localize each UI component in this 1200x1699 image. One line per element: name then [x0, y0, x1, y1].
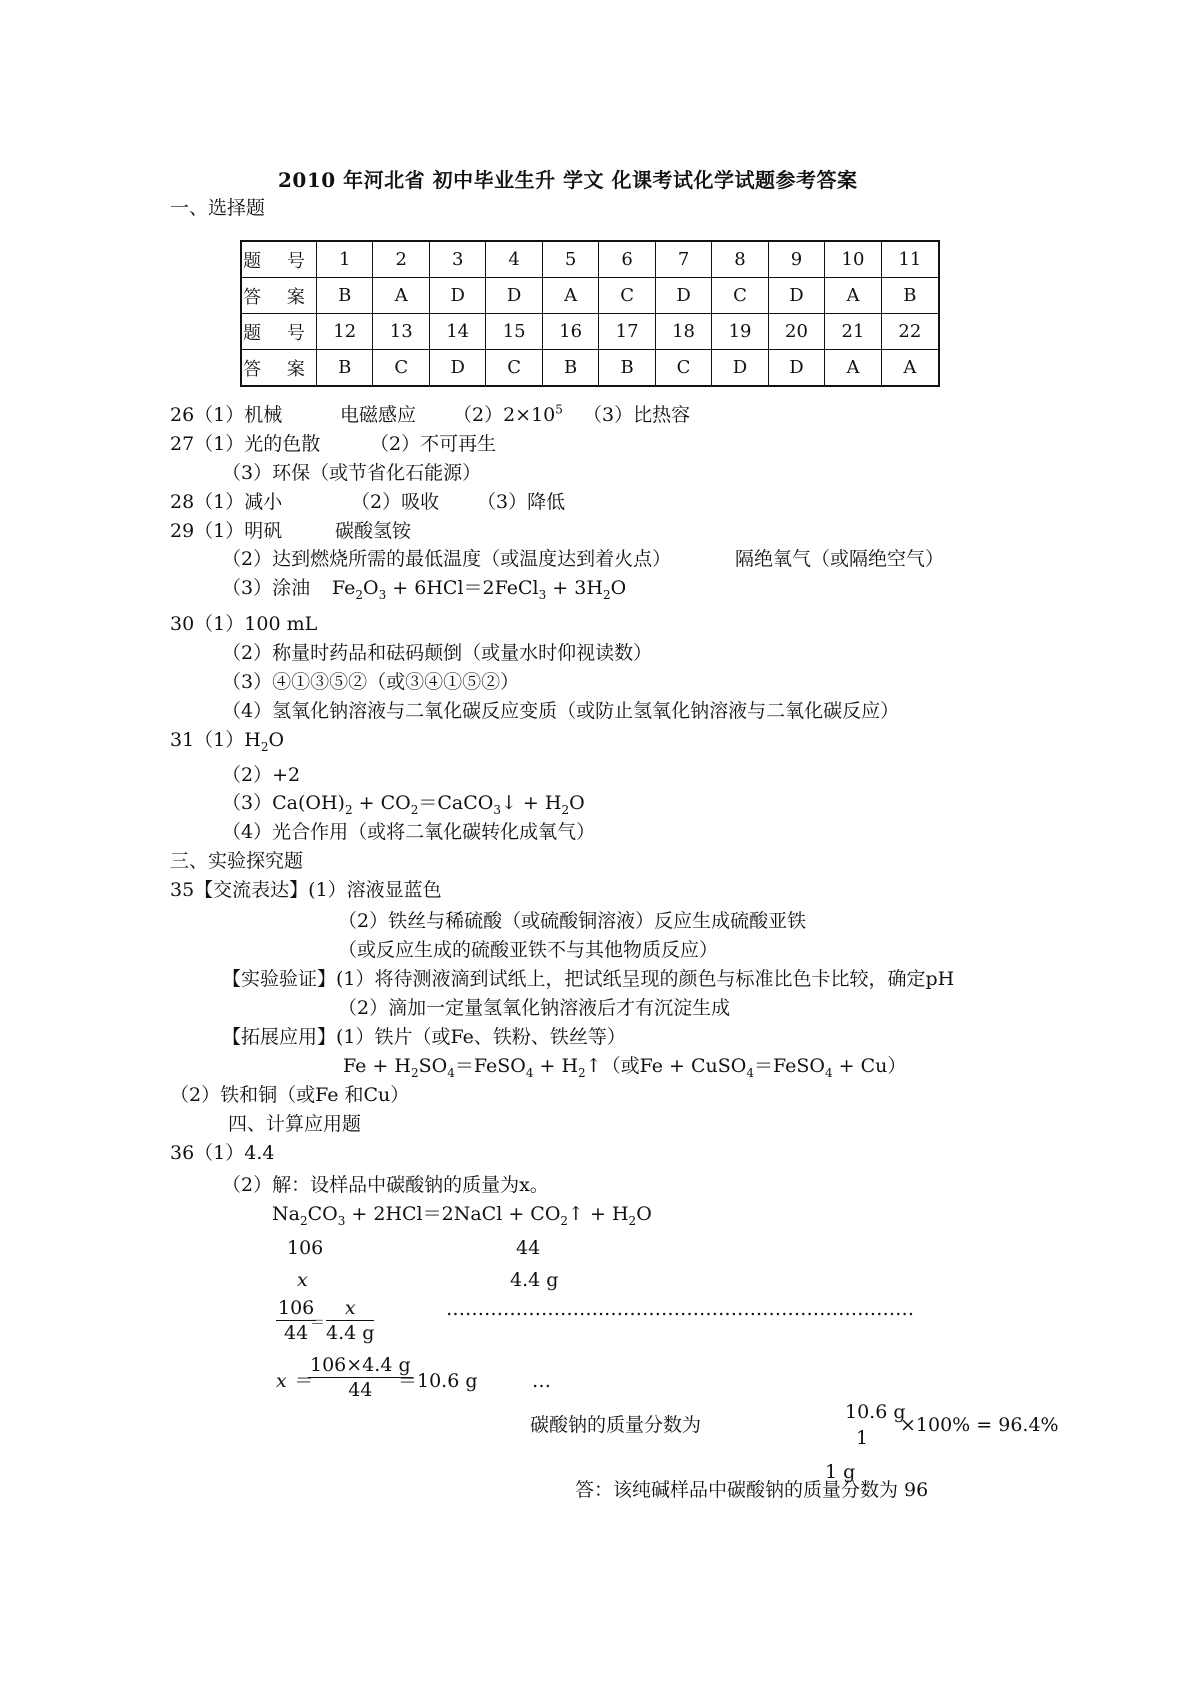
fraction-106x4.4-44: $\frac{106\times 4.4 g}{44}$	[310, 1354, 411, 1401]
q31-part1: $31(1)H_2O$	[170, 729, 285, 754]
q35-line8: （2）铁和铜（或Fe 和Cu）	[170, 1084, 410, 1106]
table-cell: B	[317, 350, 373, 387]
section-choice: 一、选择题	[170, 197, 266, 219]
table-header-cell: 答 案	[241, 278, 317, 314]
q29-part3: （3）涂油	[222, 577, 311, 599]
x-equals: x ＝	[276, 1370, 312, 1392]
table-cell: 18	[655, 314, 711, 350]
table-cell: C	[712, 278, 768, 314]
q35-line5: （2）滴加一定量氢氧化钠溶液后才有沉淀生成	[338, 997, 731, 1019]
table-cell: 3	[429, 241, 485, 278]
table-cell: 7	[655, 241, 711, 278]
table-cell: A	[881, 350, 939, 387]
q28-part1: 28（1）减小	[170, 491, 283, 513]
equals-sign: ＝	[310, 1313, 326, 1331]
molar-mass-na2co3: 106	[287, 1237, 324, 1259]
mass-fraction-label: 碳酸钠的质量分数为	[530, 1414, 702, 1436]
q26-part3: （3）比热容	[583, 404, 691, 426]
q35-line3: （或反应生成的硫酸亚铁不与其他物质反应）	[338, 939, 719, 961]
dotted-leader: …………………….…………………….……………………	[446, 1298, 915, 1320]
q26-part2: $(2)2\times 10^5$	[453, 402, 563, 426]
table-cell: C	[599, 278, 655, 314]
q27-part1: 27（1）光的色散	[170, 433, 321, 455]
q29-part1: 29（1）明矾	[170, 520, 283, 542]
table-cell: D	[655, 278, 711, 314]
q35-line6: 【拓展应用】(1）铁片（或Fe、铁粉、铁丝等）	[222, 1026, 626, 1048]
section-experiment: 三、实验探究题	[170, 850, 304, 872]
table-cell: A	[825, 278, 881, 314]
table-cell: B	[542, 350, 598, 387]
q30-part2: （2）称量时药品和砝码颠倒（或量水时仰视读数）	[222, 642, 653, 664]
fraction-numerator-10.6g: 10.6 g	[845, 1401, 906, 1423]
table-cell: 10	[825, 241, 881, 278]
table-header-cell: 答 案	[241, 350, 317, 387]
table-cell: A	[373, 278, 429, 314]
q35-line1: 35【交流表达】(1）溶液显蓝色	[170, 879, 442, 901]
q29-part1b: 碳酸氢铵	[335, 520, 412, 542]
table-cell: D	[486, 278, 542, 314]
q27-part3: （3）环保（或节省化石能源）	[222, 462, 482, 484]
table-row	[241, 278, 939, 314]
q30-part1: 30（1）100 mL	[170, 613, 318, 635]
table-cell: B	[599, 350, 655, 387]
table-cell: A	[825, 350, 881, 387]
table-cell: 19	[712, 314, 768, 350]
unknown-x: x	[297, 1269, 308, 1291]
table-cell: 16	[542, 314, 598, 350]
fraction-mid-1: 1	[856, 1427, 869, 1449]
fraction-x-4.4g: $\frac{x}{4.4 g}$	[326, 1297, 375, 1344]
fraction-denominator-1g: 1 g	[825, 1461, 856, 1483]
table-cell: C	[373, 350, 429, 387]
q31-part2: （2）+2	[222, 764, 301, 786]
q29-part2b: 隔绝氧气（或隔绝空气）	[735, 548, 945, 570]
dotted-leader-2: …	[532, 1370, 551, 1392]
q27-part2: （2）不可再生	[370, 433, 497, 455]
table-cell: 13	[373, 314, 429, 350]
q35-line2: （2）铁丝与稀硫酸（或硫酸铜溶液）反应生成硫酸亚铁	[338, 910, 807, 932]
page-title: 2010 年河北省 初中毕业生升 学文 化课考试化学试题参考答案	[278, 168, 858, 192]
table-header-cell: 题 号	[241, 314, 317, 350]
table-cell: 4	[486, 241, 542, 278]
q31-part4: （4）光合作用（或将二氧化碳转化成氧气）	[222, 821, 596, 843]
section-calculation: 四、计算应用题	[228, 1113, 362, 1135]
table-cell: 22	[881, 314, 939, 350]
q28-part3: （3）降低	[477, 491, 566, 513]
table-cell: D	[768, 278, 824, 314]
fraction-bar	[845, 1425, 895, 1426]
table-cell: D	[429, 350, 485, 387]
q30-part3: （3）④①③⑤②（或③④①⑤②）	[222, 671, 520, 693]
q28-part2: （2）吸收	[351, 491, 440, 513]
table-row	[241, 314, 939, 350]
answer-table	[240, 240, 940, 387]
result-10.6g: ＝10.6 g	[398, 1370, 478, 1392]
q35-equation: $Fe + H_2SO_4=FeSO_4$ + $H_2↑$（或Fe + CuSO$_4$＝FeSO$_4$ + Cu）	[343, 1055, 907, 1080]
table-cell: 14	[429, 314, 485, 350]
table-cell: 20	[768, 314, 824, 350]
table-cell: 2	[373, 241, 429, 278]
table-row	[241, 241, 939, 278]
table-cell: 21	[825, 314, 881, 350]
q29-part2: （2）达到燃烧所需的最低温度（或温度达到着火点）	[222, 548, 672, 570]
q30-part4: （4）氢氧化钠溶液与二氧化碳反应变质（或防止氢氧化钠溶液与二氧化碳反应）	[222, 700, 900, 722]
table-cell: B	[881, 278, 939, 314]
table-cell: 1	[317, 241, 373, 278]
q36-equation: $Na_2CO_3$ + 2HCl＝2NaCl + $CO_2↑ + H_2O$	[272, 1203, 652, 1228]
table-cell: D	[429, 278, 485, 314]
percent-result: ×100% = 96.4%	[900, 1414, 1059, 1436]
table-cell: 5	[542, 241, 598, 278]
molar-mass-co2: 44	[516, 1237, 541, 1259]
q35-line4: 【实验验证】(1）将待测液滴到试纸上，把试纸呈现的颜色与标准比色卡比较，确定pH	[222, 968, 955, 990]
table-cell: 9	[768, 241, 824, 278]
q26-part1: 26（1）机械	[170, 404, 283, 426]
table-cell: 8	[712, 241, 768, 278]
q26-part1b: 电磁感应	[340, 404, 417, 426]
table-cell: C	[655, 350, 711, 387]
q29-equation: $Fe_2O_3$ + 6HCl＝2FeCl$_3$ + $3H_2O$	[332, 577, 627, 602]
q36-part1: 36（1）4.4	[170, 1142, 275, 1164]
table-row	[241, 350, 939, 387]
fraction-106-44: $\frac{106}{44}$	[278, 1297, 315, 1344]
table-cell: 6	[599, 241, 655, 278]
table-cell: 11	[881, 241, 939, 278]
q31-part3: $(3)Ca(OH)_2$ + $CO_2=CaCO_3↓ + H_2O$	[222, 792, 585, 817]
table-header-cell: 题 号	[241, 241, 317, 278]
table-cell: D	[768, 350, 824, 387]
table-cell: 15	[486, 314, 542, 350]
table-cell: C	[486, 350, 542, 387]
final-answer: 答：该纯碱样品中碳酸钠的质量分数为 96	[575, 1479, 929, 1501]
table-cell: D	[712, 350, 768, 387]
co2-mass: 4.4 g	[510, 1269, 559, 1291]
table-cell: A	[542, 278, 598, 314]
table-cell: 12	[317, 314, 373, 350]
table-cell: B	[317, 278, 373, 314]
table-cell: 17	[599, 314, 655, 350]
q36-part2: （2）解：设样品中碳酸钠的质量为x。	[222, 1174, 549, 1196]
